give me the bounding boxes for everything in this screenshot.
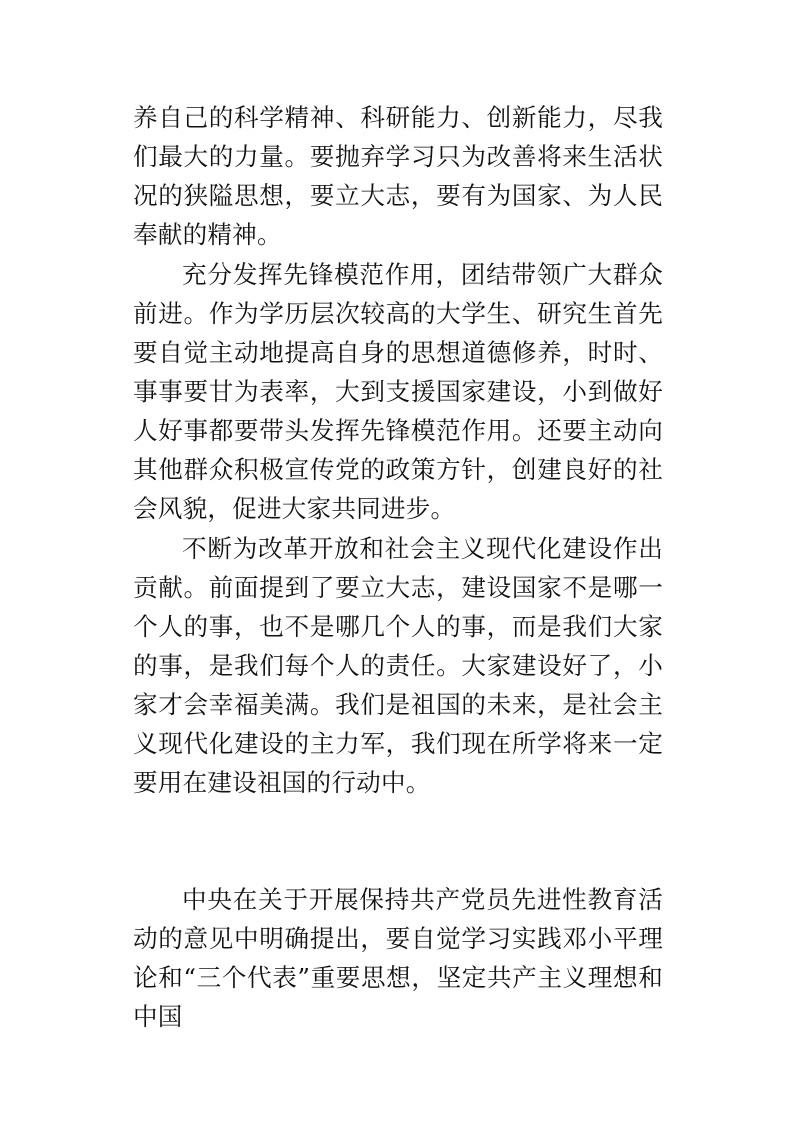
paragraph-central-opinion: 中央在关于开展保持共产党员先进性教育活动的意见中明确提出，要自觉学习实践邓小平理论和“三个代表”重要思想，坚定共产主义理想和中国 (133, 885, 663, 1031)
paragraph-contribution: 不断为改革开放和社会主义现代化建设作出贡献。前面提到了要立大志，建设国家不是哪一个人的事，也不是哪几个人的事，而是我们大家的事，是我们每个人的责任。大家建设好了，小家才会幸福美满。我们是祖国的未来，是社会主义现代化建设的主力军，我们现在所学将来一定要用在建设祖国的行动中。 (133, 534, 663, 797)
paragraph-vanguard-role: 充分发挥先锋模范作用，团结带领广大群众前进。作为学历层次较高的大学生、研究生首先要自觉主动地提高自身的思想道德修养，时时、事事要甘为表率，大到支援国家建设，小到做好人好事都要带头发挥先锋模范作用。还要主动向其他群众积极宣传党的政策方针，创建良好的社会风貌，促进大家共同进步。 (133, 260, 663, 523)
section-spacer (133, 802, 663, 880)
document-body (133, 98, 663, 1036)
paragraph-continuation: 养自己的科学精神、科研能力、创新能力，尽我们最大的力量。要抛弃学习只为改善将来生活状况的狭隘思想，要立大志，要有为国家、为人民奉献的精神。 (133, 103, 663, 249)
